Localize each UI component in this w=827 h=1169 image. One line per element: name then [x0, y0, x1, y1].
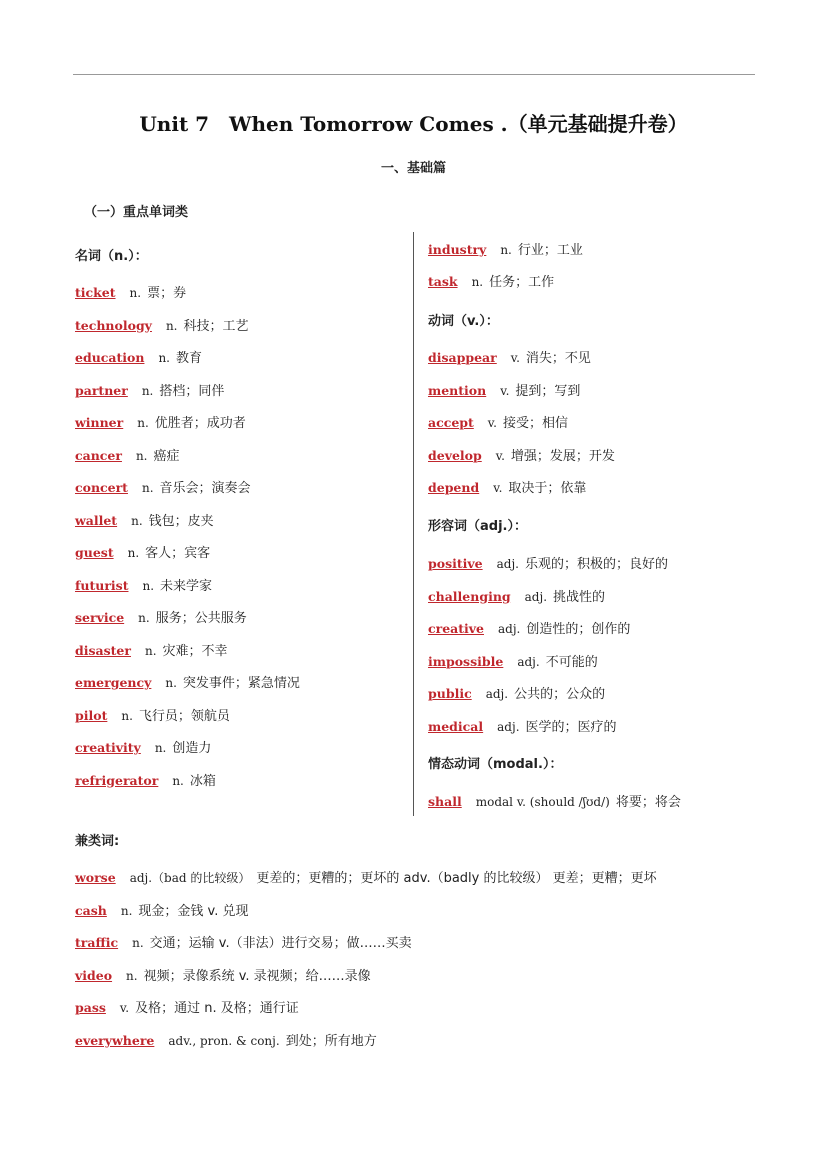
meaning: 任务；工作	[489, 275, 555, 290]
vocab-entry	[428, 412, 568, 431]
part-of-speech: v.	[510, 351, 520, 365]
meaning: 将要；将会	[615, 795, 681, 810]
vocab-word: disappear	[428, 350, 497, 365]
vocab-word: pilot	[75, 707, 108, 723]
vocab-word: technology	[75, 317, 152, 333]
vocab-entry	[75, 445, 180, 464]
part-of-speech: n.	[120, 903, 133, 918]
part-of-speech: n.	[138, 611, 150, 625]
group-heading: 情态动词（modal.）：	[428, 757, 563, 772]
vocab-word: mention	[428, 382, 487, 398]
vocab-word: emergency	[75, 675, 152, 690]
part-of-speech: n.	[141, 383, 154, 398]
meaning: 视频；录像系统 v. 录视频；给……录像	[143, 968, 371, 984]
vocab-word: develop	[428, 447, 482, 463]
vocab-entry	[75, 315, 249, 334]
vocab-entry	[428, 651, 598, 670]
vocab-entry	[428, 683, 605, 702]
vocab-entry	[75, 640, 228, 659]
part-of-speech: adj.	[496, 557, 519, 571]
part-of-speech: n.	[126, 968, 138, 983]
vocab-word: everywhere	[75, 1032, 155, 1048]
vocab-word: concert	[75, 480, 128, 495]
part-of-speech: adj.	[524, 589, 548, 604]
vocab-entry	[75, 575, 212, 594]
vocab-entry	[428, 271, 554, 290]
meaning: 科技；工艺	[183, 318, 249, 334]
vocab-word: depend	[428, 480, 480, 495]
part-of-speech: n.	[500, 243, 512, 257]
top-rule	[73, 74, 755, 75]
vocab-word: service	[75, 610, 125, 625]
meaning: 优胜者；成功者	[154, 416, 246, 431]
part-of-speech: n.	[142, 578, 155, 593]
part-of-speech: v.	[493, 481, 503, 495]
document-title: Unit 7 When Tomorrow Comes .（单元基础提升卷）	[139, 112, 688, 136]
vocab-word: creativity	[75, 740, 141, 755]
vocab-word: futurist	[75, 577, 129, 593]
part-of-speech: adj.	[485, 687, 509, 701]
subsection-title: （一）重点单词类	[84, 205, 189, 220]
part-of-speech: n.	[141, 481, 154, 495]
meaning: 癌症	[153, 448, 180, 464]
meaning: 挑战性的	[553, 589, 606, 605]
meaning: 不可能的	[545, 654, 598, 670]
vocab-word: challenging	[428, 588, 511, 604]
group-heading: 兼类词:	[75, 834, 120, 849]
vocab-entry	[428, 716, 617, 735]
vocab-entry	[428, 586, 605, 605]
vocab-word: pass	[75, 1000, 106, 1015]
vocab-entry	[75, 282, 186, 301]
vocab-word: cash	[75, 902, 107, 918]
meaning: 行业；工业	[517, 243, 583, 258]
meaning: 灾难；不幸	[162, 643, 228, 659]
vocab-word: accept	[428, 415, 474, 430]
vocab-entry	[75, 607, 247, 626]
vocab-entry	[75, 900, 248, 919]
vocab-word: traffic	[75, 935, 119, 950]
meaning: 创造性的；创作的	[526, 622, 631, 637]
part-of-speech: modal v. (should /ʃʊd/)	[475, 795, 610, 809]
vocab-entry	[75, 770, 216, 789]
meaning: 取决于；依靠	[508, 481, 587, 496]
meaning: 公共的；公众的	[514, 687, 606, 702]
vocab-word: winner	[75, 415, 124, 430]
meaning: 搭档；同伴	[159, 383, 225, 399]
part-of-speech: n.	[154, 741, 167, 755]
part-of-speech: n.	[158, 351, 170, 365]
part-of-speech: n.	[131, 513, 143, 528]
part-of-speech: n.	[135, 448, 148, 463]
meaning: 现金；金钱 v. 兑现	[138, 903, 249, 919]
meaning: 教育	[176, 351, 203, 366]
part-of-speech: v.	[495, 448, 505, 463]
column-divider	[413, 232, 414, 816]
part-of-speech: n.	[172, 773, 184, 788]
vocab-entry	[75, 965, 371, 984]
group-heading: 动词（v.）：	[428, 314, 499, 329]
vocab-entry	[428, 618, 630, 637]
vocab-entry	[75, 347, 202, 366]
meaning: 医学的；医疗的	[525, 719, 617, 735]
vocab-entry	[75, 1030, 377, 1049]
group-heading: 形容词（adj.）：	[428, 519, 527, 534]
part-of-speech: n.	[132, 936, 144, 950]
meaning: 更差的；更糟的；更坏的 adv.（badly 的比较级） 更差；更糟；更坏	[256, 871, 657, 886]
vocab-entry	[75, 737, 211, 756]
vocab-word: video	[75, 967, 113, 983]
vocab-entry	[75, 867, 657, 886]
part-of-speech: n.	[137, 416, 149, 430]
vocab-entry	[75, 672, 300, 691]
vocab-word: disaster	[75, 642, 131, 658]
meaning: 乐观的；积极的；良好的	[524, 557, 668, 572]
meaning: 客人；宾客	[145, 546, 211, 561]
vocab-word: creative	[428, 621, 484, 636]
part-of-speech: adv., pron. & conj.	[168, 1033, 280, 1048]
vocab-entry	[75, 510, 214, 529]
vocab-word: medical	[428, 718, 484, 734]
vocab-entry	[428, 380, 580, 399]
vocab-entry	[428, 477, 586, 496]
vocab-word: refrigerator	[75, 772, 159, 788]
meaning: 到处；所有地方	[285, 1033, 377, 1049]
vocab-word: guest	[75, 545, 114, 560]
part-of-speech: n.	[121, 708, 133, 723]
vocab-entry	[428, 445, 615, 464]
part-of-speech: n.	[165, 318, 178, 333]
meaning: 冰箱	[189, 773, 216, 789]
part-of-speech: n.	[471, 275, 484, 289]
meaning: 及格；通过 n. 及格；通行证	[135, 1001, 299, 1016]
vocab-entry	[75, 997, 299, 1016]
meaning: 音乐会；演奏会	[159, 481, 251, 496]
part-of-speech: n.	[127, 546, 140, 560]
vocab-word: public	[428, 686, 472, 701]
vocab-word: education	[75, 350, 145, 365]
group-heading: 名词（n.）：	[75, 249, 148, 264]
vocab-entry	[428, 239, 583, 258]
vocab-word: shall	[428, 794, 462, 809]
part-of-speech: adj.（bad 的比较级）	[129, 871, 251, 885]
vocab-word: partner	[75, 382, 128, 398]
vocab-word: industry	[428, 242, 487, 257]
vocab-entry	[428, 553, 668, 572]
vocab-entry	[75, 705, 230, 724]
meaning: 接受；相信	[502, 416, 568, 431]
vocab-entry	[75, 412, 246, 431]
meaning: 钱包；皮夹	[148, 513, 214, 529]
meaning: 飞行员；领航员	[138, 708, 230, 724]
vocab-word: task	[428, 274, 458, 289]
vocab-word: wallet	[75, 512, 118, 528]
vocab-word: positive	[428, 556, 483, 571]
part-of-speech: n.	[129, 286, 142, 300]
vocab-entry	[75, 932, 412, 951]
vocab-word: ticket	[75, 285, 116, 300]
part-of-speech: v.	[119, 1001, 130, 1015]
meaning: 票；券	[147, 286, 187, 301]
part-of-speech: v.	[500, 383, 510, 398]
meaning: 服务；公共服务	[155, 611, 247, 626]
section-title: 一、基础篇	[380, 161, 446, 176]
meaning: 交通；运输 v.（非法）进行交易；做……买卖	[149, 936, 412, 951]
meaning: 创造力	[172, 741, 212, 756]
meaning: 突发事件；紧急情况	[182, 676, 300, 691]
meaning: 消失；不见	[525, 351, 591, 366]
meaning: 未来学家	[160, 578, 213, 594]
vocab-word: cancer	[75, 447, 122, 463]
vocab-entry	[428, 791, 681, 810]
part-of-speech: adj.	[498, 622, 521, 636]
vocab-entry	[75, 380, 224, 399]
vocab-entry	[75, 542, 210, 561]
vocab-word: impossible	[428, 653, 504, 669]
part-of-speech: n.	[165, 676, 177, 690]
meaning: 增强；发展；开发	[510, 448, 615, 464]
vocab-entry	[428, 347, 591, 366]
vocab-word: worse	[75, 870, 116, 885]
meaning: 提到；写到	[515, 383, 581, 399]
part-of-speech: adj.	[497, 719, 520, 734]
vocab-entry	[75, 477, 251, 496]
part-of-speech: n.	[144, 643, 157, 658]
part-of-speech: v.	[487, 416, 497, 430]
part-of-speech: adj.	[517, 654, 540, 669]
